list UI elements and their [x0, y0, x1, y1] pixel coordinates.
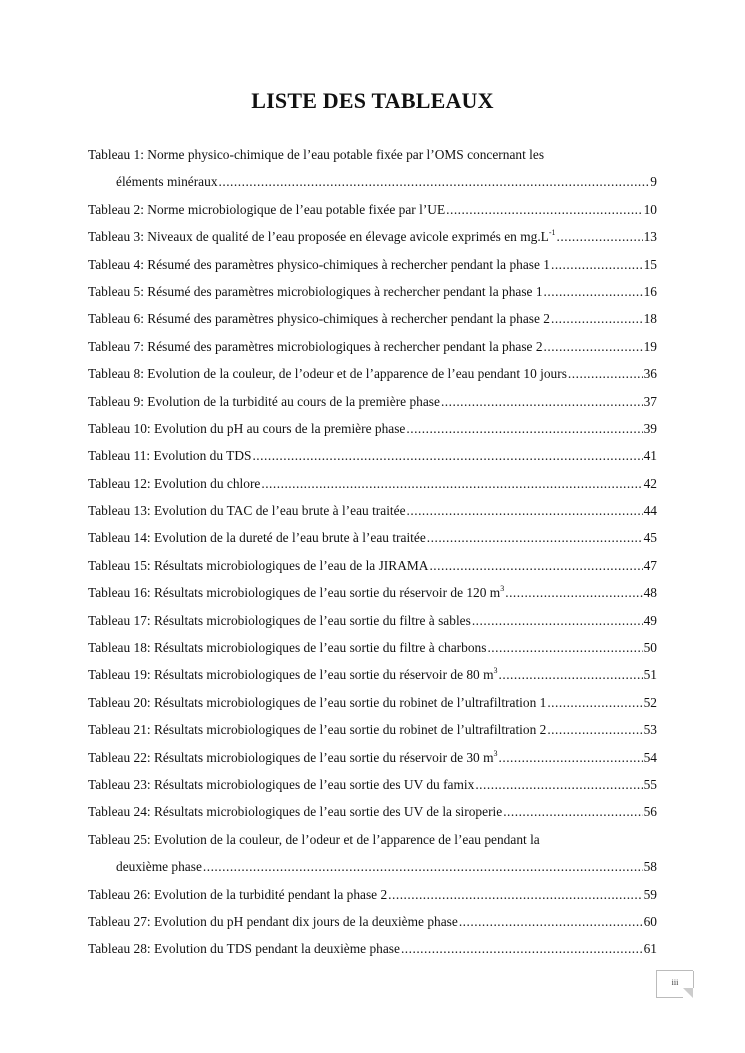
- toc-entry-text: [88, 911, 458, 938]
- dot-leader: [487, 637, 642, 664]
- dot-leader: [475, 774, 642, 801]
- toc-entry[interactable]: [88, 336, 657, 363]
- toc-entry-page: 18: [643, 311, 657, 327]
- dot-leader: [407, 500, 643, 527]
- toc-entry-label: Tableau 13: Evolution du TAC de l’eau brute à l’eau traitée: [88, 503, 406, 519]
- toc-entry-label: Tableau 12: Evolution du chlore: [88, 475, 261, 491]
- toc-entry-label: Tableau 2: Norme microbiologique de l’eau potable fixée par l’UE: [88, 201, 446, 217]
- toc-entry-page: 50: [643, 640, 657, 656]
- dot-leader: [459, 911, 643, 938]
- dot-leader: [551, 308, 643, 335]
- dot-leader: [401, 938, 643, 965]
- toc-entry-page: 13: [643, 229, 657, 245]
- toc-entry-page: 41: [643, 448, 657, 464]
- toc-entry[interactable]: [88, 500, 657, 527]
- dot-leader: [252, 445, 642, 472]
- toc-entry-text: [88, 692, 546, 719]
- toc-entry-page: 19: [643, 338, 657, 354]
- toc-entry-text: [88, 281, 543, 308]
- toc-entry-label: Tableau 14: Evolution de la dureté de l’eau brute à l’eau traitée: [88, 530, 426, 546]
- toc-entry[interactable]: [88, 144, 657, 171]
- dot-leader: [544, 281, 643, 308]
- toc-entry[interactable]: [88, 664, 657, 691]
- toc-entry-page: 48: [643, 585, 657, 601]
- dot-leader: [446, 199, 642, 226]
- toc-entry-label: Tableau 11: Evolution du TDS: [88, 448, 252, 464]
- folded-corner-icon: [683, 988, 693, 998]
- toc-entry[interactable]: [88, 884, 657, 911]
- table-of-tables: [88, 144, 657, 966]
- toc-entry[interactable]: [88, 637, 657, 664]
- toc-entry-text: [88, 500, 406, 527]
- toc-entry-text: [88, 637, 486, 664]
- toc-entry[interactable]: [88, 199, 657, 226]
- toc-entry-text: [88, 774, 474, 801]
- toc-entry-text-continued: deuxième phase: [116, 859, 202, 875]
- toc-entry-text: [88, 418, 405, 445]
- toc-entry-text: [88, 363, 567, 390]
- dot-leader: [505, 582, 642, 609]
- toc-entry-label: Tableau 20: Résultats microbiologiques de l’eau sortie du robinet de l’ultrafiltration 1: [88, 694, 547, 710]
- toc-entry[interactable]: [88, 254, 657, 281]
- dot-leader: [406, 418, 642, 445]
- toc-entry-text: [88, 610, 471, 637]
- toc-entry-label: Tableau 16: Résultats microbiologiques de l’eau sortie du réservoir de 120 m: [88, 585, 501, 601]
- toc-entry-page: 60: [643, 913, 657, 929]
- dot-leader: [203, 856, 643, 883]
- toc-entry-page: 53: [643, 722, 657, 738]
- toc-entry-page: 37: [643, 393, 657, 409]
- toc-entry[interactable]: [88, 719, 657, 746]
- toc-entry-page: 52: [643, 694, 657, 710]
- toc-entry[interactable]: [88, 226, 657, 253]
- toc-entry[interactable]: [88, 445, 657, 472]
- toc-entry[interactable]: [88, 938, 657, 965]
- toc-entry-text: [88, 226, 556, 253]
- toc-entry-page: 10: [643, 201, 657, 217]
- toc-entry[interactable]: [88, 363, 657, 390]
- toc-entry-page: 51: [643, 667, 657, 683]
- page-number-box: [656, 970, 693, 998]
- toc-entry-text-continued: éléments minéraux: [116, 174, 218, 190]
- toc-entry[interactable]: [88, 610, 657, 637]
- dot-leader: [261, 473, 642, 500]
- dot-leader: [544, 336, 643, 363]
- toc-entry-text: [88, 527, 426, 554]
- toc-entry[interactable]: [88, 418, 657, 445]
- toc-entry-page: 9: [650, 174, 657, 190]
- toc-entry-label: Tableau 21: Résultats microbiologiques de l’eau sortie du robinet de l’ultrafiltration 2: [88, 722, 547, 738]
- toc-entry-label: Tableau 18: Résultats microbiologiques de l’eau sortie du filtre à charbons: [88, 640, 487, 656]
- toc-entry[interactable]: [88, 801, 657, 828]
- toc-entry-text: [88, 938, 400, 965]
- toc-entry-text: [88, 473, 260, 500]
- toc-entry-page: 16: [643, 283, 657, 299]
- toc-entry-label: Tableau 26: Evolution de la turbidité pendant la phase 2: [88, 886, 388, 902]
- toc-entry-page: 59: [643, 886, 657, 902]
- page-number: iii: [671, 978, 679, 987]
- toc-entry-label: Tableau 28: Evolution du TDS pendant la deuxième phase: [88, 941, 400, 957]
- toc-entry-label: Tableau 4: Résumé des paramètres physico-chimiques à rechercher pendant la phase 1: [88, 256, 550, 272]
- toc-entry-page: 36: [643, 366, 657, 382]
- toc-entry-text: [88, 747, 498, 774]
- toc-entry[interactable]: [88, 308, 657, 335]
- toc-entry-page: 42: [643, 475, 657, 491]
- toc-entry-superscript: 3: [500, 584, 505, 594]
- toc-entry-text: [88, 664, 498, 691]
- toc-entry-page: 54: [643, 749, 657, 765]
- toc-entry[interactable]: [88, 391, 657, 418]
- toc-entry-label: Tableau 7: Résumé des paramètres microbiologiques à rechercher pendant la phase 2: [88, 338, 543, 354]
- toc-entry-page: 55: [643, 776, 657, 792]
- toc-entry-page: 58: [643, 859, 657, 875]
- toc-entry-page: 49: [643, 612, 657, 628]
- toc-entry-page: 39: [643, 420, 657, 436]
- dot-leader: [547, 719, 642, 746]
- toc-entry-continuation[interactable]: [88, 171, 657, 198]
- toc-entry-text: [88, 336, 543, 363]
- toc-entry-page: 47: [643, 557, 657, 573]
- toc-entry[interactable]: [88, 527, 657, 554]
- page-title: LISTE DES TABLEAUX: [251, 88, 494, 113]
- toc-entry-continuation[interactable]: [88, 856, 657, 883]
- toc-entry-label: Tableau 8: Evolution de la couleur, de l’odeur et de l’apparence de l’eau pendant 10 jours: [88, 366, 567, 382]
- toc-entry-page: 15: [643, 256, 657, 272]
- toc-entry[interactable]: [88, 473, 657, 500]
- toc-entry-label: Tableau 9: Evolution de la turbidité au cours de la première phase: [88, 393, 440, 409]
- toc-entry-text: [88, 445, 251, 472]
- toc-entry-text: [88, 719, 546, 746]
- dot-leader: [472, 610, 643, 637]
- toc-entry[interactable]: [88, 692, 657, 719]
- dot-leader: [503, 801, 642, 828]
- toc-entry-superscript: 3: [493, 748, 498, 758]
- toc-entry-label: Tableau 23: Résultats microbiologiques de l’eau sortie des UV du famix: [88, 776, 475, 792]
- dot-leader: [219, 171, 650, 198]
- dot-leader: [441, 391, 643, 418]
- toc-entry-label: Tableau 10: Evolution du pH au cours de la première phase: [88, 420, 406, 436]
- dot-leader: [568, 363, 643, 390]
- toc-entry-text: [88, 555, 428, 582]
- toc-entry-page: 61: [643, 941, 657, 957]
- toc-entry-text: [88, 391, 440, 418]
- toc-entry[interactable]: [88, 555, 657, 582]
- toc-entry-label: Tableau 5: Résumé des paramètres microbiologiques à rechercher pendant la phase 1: [88, 283, 543, 299]
- toc-entry-page: 56: [643, 804, 657, 820]
- dot-leader: [388, 884, 642, 911]
- toc-entry-page: 44: [643, 503, 657, 519]
- toc-entry-label: Tableau 6: Résumé des paramètres physico-chimiques à rechercher pendant la phase 2: [88, 311, 550, 327]
- toc-entry-superscript: -1: [548, 228, 556, 238]
- toc-entry-text: [88, 582, 504, 609]
- toc-entry-text: [88, 884, 387, 911]
- toc-entry-label: Tableau 25: Evolution de la couleur, de l’odeur et de l’apparence de l’eau pendant la: [88, 831, 540, 847]
- toc-entry-label: Tableau 19: Résultats microbiologiques de l’eau sortie du réservoir de 80 m: [88, 667, 494, 683]
- toc-entry-label: Tableau 17: Résultats microbiologiques de l’eau sortie du filtre à sables: [88, 612, 471, 628]
- toc-entry-label: Tableau 3: Niveaux de qualité de l’eau proposée en élevage avicole exprimés en mg.L: [88, 229, 549, 245]
- toc-entry[interactable]: [88, 911, 657, 938]
- toc-entry-text: [88, 144, 544, 171]
- toc-entry[interactable]: [88, 774, 657, 801]
- toc-entry[interactable]: [88, 747, 657, 774]
- toc-entry-label: Tableau 22: Résultats microbiologiques de l’eau sortie du réservoir de 30 m: [88, 749, 494, 765]
- toc-entry-label: Tableau 27: Evolution du pH pendant dix jours de la deuxième phase: [88, 913, 458, 929]
- toc-entry[interactable]: [88, 582, 657, 609]
- dot-leader: [547, 692, 642, 719]
- toc-entry-text: [88, 199, 445, 226]
- toc-entry-text: [88, 308, 550, 335]
- toc-entry[interactable]: [88, 829, 657, 856]
- dot-leader: [557, 226, 643, 253]
- dot-leader: [427, 527, 643, 554]
- toc-entry-text: [88, 254, 550, 281]
- dot-leader: [551, 254, 643, 281]
- toc-entry-page: 45: [643, 530, 657, 546]
- toc-entry-label: Tableau 15: Résultats microbiologiques de l’eau de la JIRAMA: [88, 557, 429, 573]
- toc-entry-text: [88, 829, 540, 856]
- toc-entry-text: [88, 801, 502, 828]
- toc-entry-label: Tableau 1: Norme physico-chimique de l’eau potable fixée par l’OMS concernant les: [88, 147, 545, 162]
- dot-leader: [429, 555, 642, 582]
- toc-entry-superscript: 3: [493, 666, 498, 676]
- toc-entry[interactable]: [88, 281, 657, 308]
- dot-leader: [499, 664, 643, 691]
- dot-leader: [499, 747, 643, 774]
- toc-entry-label: Tableau 24: Résultats microbiologiques de l’eau sortie des UV de la siroperie: [88, 804, 503, 820]
